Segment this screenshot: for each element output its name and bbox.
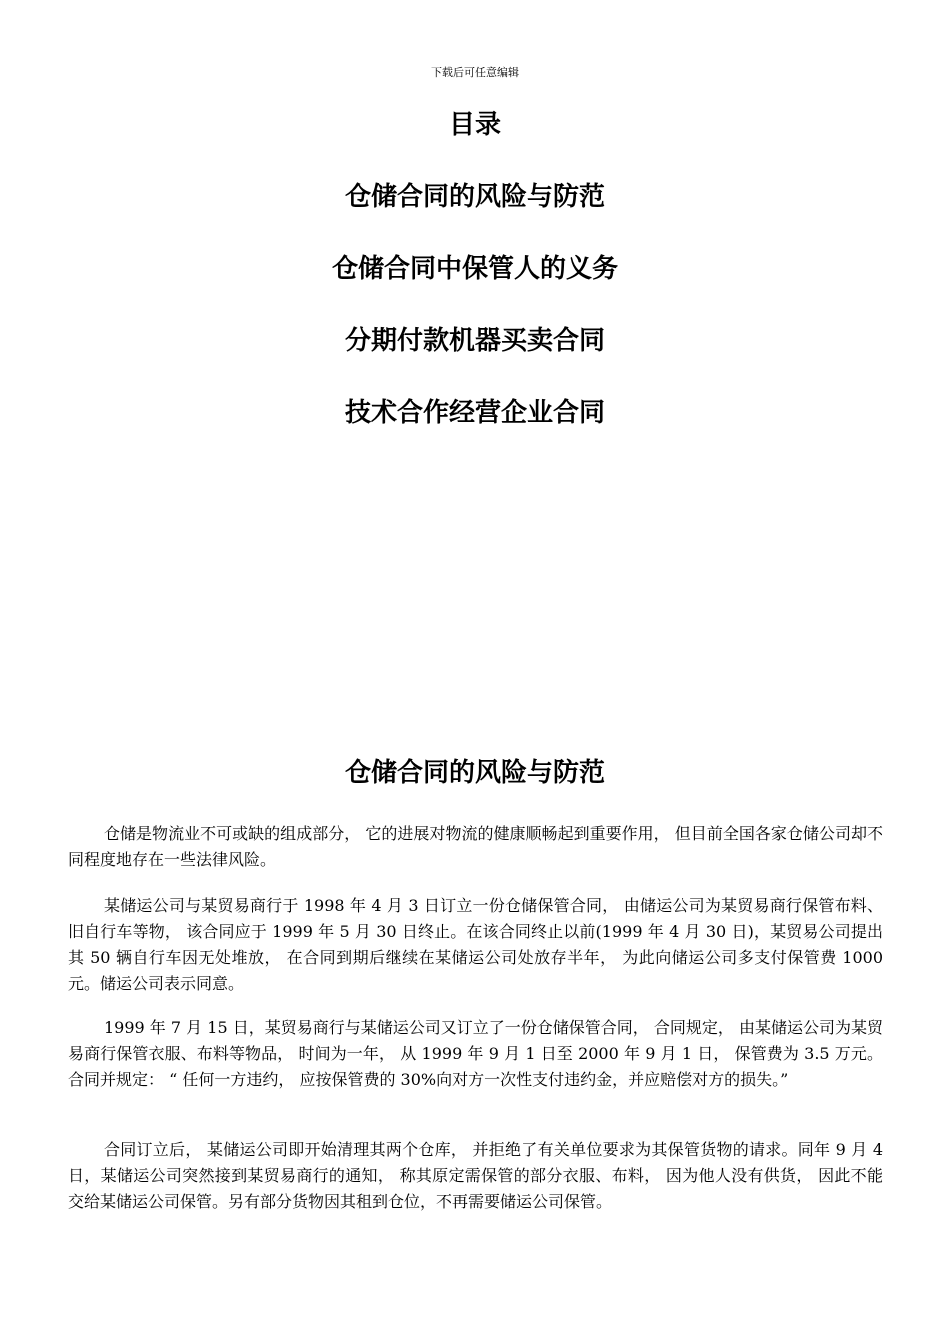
toc-item[interactable]: 仓储合同中保管人的义务 [331, 254, 618, 284]
body-paragraph: 合同订立后， 某储运公司即开始清理其两个仓库， 并拒绝了有关单位要求为其保管货物的请求。同年 9 月 4 日，某储运公司突然接到某贸易商行的通知， 称其原定需保管的部分衣服、布料， 因为他人没有供货， 因此不能交给某储运公司保管。另有部分货物因其租到仓位，不再需要储运公司保管。 [68, 1140, 883, 1211]
toc-item[interactable]: 仓储合同的风险与防范 [344, 182, 605, 212]
body-paragraph: 1999 年 7 月 15 日，某贸易商行与某储运公司又订立了一份仓储保管合同， 合同规定， 由某储运公司为某贸易商行保管衣服、布料等物品， 时间为一年， 从 1999 年 9 月 1 日至 2000 年 9 月 1 日， 保管费为 3.5 万元。合同并规定： “ 任何一方违约， 应按保管费的 30%向对方一次性支付违约金，并应赔偿对方的损失。” [68, 1018, 883, 1089]
section-title: 仓储合同的风险与防范 [344, 758, 605, 788]
toc-item[interactable]: 分期付款机器买卖合同 [344, 326, 605, 356]
toc-item[interactable]: 技术合作经营企业合同 [344, 398, 605, 428]
body-paragraph: 仓储是物流业不可或缺的组成部分， 它的进展对物流的健康顺畅起到重要作用， 但目前全国各家仓储公司却不同程度地存在一些法律风险。 [68, 824, 883, 869]
body-paragraph: 某储运公司与某贸易商行于 1998 年 4 月 3 日订立一份仓储保管合同， 由储运公司为某贸易商行保管布料、旧自行车等物， 该合同应于 1999 年 5 月 30 日终止。在该合同终止以前(1999 年 4 月 30 日)，某贸易公司提出其 50 辆自行车因无处堆放， 在合同到期后继续在某储运公司处放存半年， 为此向储运公司多支付保管费 1000 元。储运公司表示同意。 [68, 896, 883, 993]
header-note: 下载后可任意编辑 [431, 66, 519, 79]
toc-title: 目录 [448, 110, 501, 140]
